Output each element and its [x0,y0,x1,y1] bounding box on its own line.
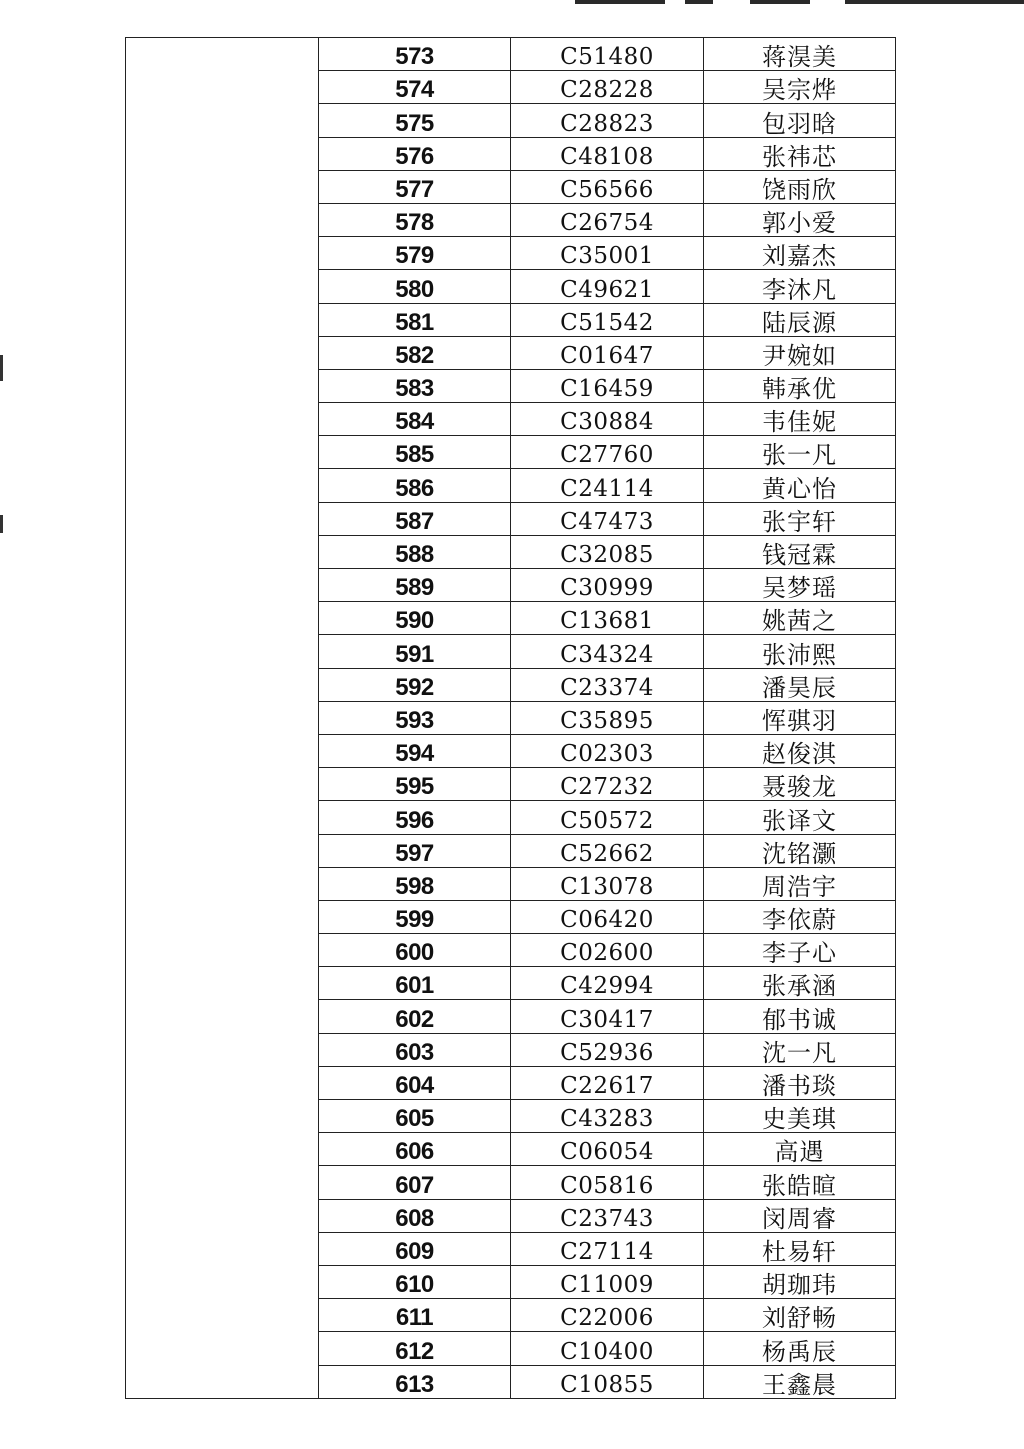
row-number-cell: 613 [319,1365,511,1398]
student-name-cell: 包羽晗 [704,104,896,137]
student-code-cell: C50572 [511,801,704,834]
row-number-cell: 601 [319,967,511,1000]
student-name-cell: 聂骏龙 [704,768,896,801]
roster-table-body [126,38,896,1399]
student-name-cell: 潘昊辰 [704,668,896,701]
student-name-cell: 张宇轩 [704,502,896,535]
student-name-cell: 吴梦瑶 [704,569,896,602]
student-code-cell: C56566 [511,170,704,203]
row-number-cell: 589 [319,569,511,602]
row-number-cell: 599 [319,900,511,933]
student-code-cell: C52662 [511,834,704,867]
student-name-cell: 张译文 [704,801,896,834]
student-code-cell: C01647 [511,336,704,369]
student-name-cell: 赵俊淇 [704,734,896,767]
student-name-cell: 韩承优 [704,369,896,402]
student-code-cell: C10400 [511,1332,704,1365]
student-name-cell: 李依蔚 [704,900,896,933]
student-name-cell: 刘舒畅 [704,1299,896,1332]
row-number-cell: 610 [319,1265,511,1298]
row-number-cell: 606 [319,1133,511,1166]
table-row [126,38,896,71]
row-number-cell: 590 [319,602,511,635]
student-name-cell: 高遇 [704,1133,896,1166]
student-code-cell: C35001 [511,237,704,270]
row-number-cell: 582 [319,336,511,369]
student-name-cell: 姚茜之 [704,602,896,635]
student-name-cell: 尹婉如 [704,336,896,369]
student-code-cell: C23743 [511,1199,704,1232]
row-number-cell: 608 [319,1199,511,1232]
student-name-cell: 沈铭灏 [704,834,896,867]
row-number-cell: 577 [319,170,511,203]
student-name-cell: 沈一凡 [704,1033,896,1066]
student-code-cell: C28228 [511,71,704,104]
student-name-cell: 吴宗烨 [704,71,896,104]
student-code-cell: C27232 [511,768,704,801]
row-number-cell: 591 [319,635,511,668]
student-code-cell: C23374 [511,668,704,701]
merged-blank-cell [126,38,319,1399]
row-number-cell: 593 [319,701,511,734]
student-name-cell: 张祎芯 [704,137,896,170]
student-name-cell: 黄心怡 [704,469,896,502]
student-code-cell: C27114 [511,1232,704,1265]
student-name-cell: 郭小爱 [704,203,896,236]
student-code-cell: C49621 [511,270,704,303]
row-number-cell: 605 [319,1100,511,1133]
student-code-cell: C05816 [511,1166,704,1199]
student-code-cell: C30884 [511,403,704,436]
top-edge-print-marks [575,0,1024,6]
student-code-cell: C35895 [511,701,704,734]
student-code-cell: C26754 [511,203,704,236]
student-code-cell: C51480 [511,38,704,71]
student-name-cell: 刘嘉杰 [704,237,896,270]
student-code-cell: C02600 [511,934,704,967]
student-name-cell: 张一凡 [704,436,896,469]
row-number-cell: 579 [319,237,511,270]
row-number-cell: 578 [319,203,511,236]
row-number-cell: 607 [319,1166,511,1199]
student-name-cell: 蒋淏美 [704,38,896,71]
left-edge-mark [0,355,3,381]
student-name-cell: 王鑫晨 [704,1365,896,1398]
row-number-cell: 575 [319,104,511,137]
student-name-cell: 钱冠霖 [704,535,896,568]
row-number-cell: 604 [319,1066,511,1099]
row-number-cell: 583 [319,369,511,402]
student-name-cell: 张皓暄 [704,1166,896,1199]
student-code-cell: C30417 [511,1000,704,1033]
student-code-cell: C42994 [511,967,704,1000]
row-number-cell: 581 [319,303,511,336]
student-code-cell: C22006 [511,1299,704,1332]
row-number-cell: 587 [319,502,511,535]
row-number-cell: 594 [319,734,511,767]
student-code-cell: C11009 [511,1265,704,1298]
student-name-cell: 史美琪 [704,1100,896,1133]
student-code-cell: C10855 [511,1365,704,1398]
student-name-cell: 张承涵 [704,967,896,1000]
student-name-cell: 李沐凡 [704,270,896,303]
roster-table [125,37,896,1399]
student-code-cell: C51542 [511,303,704,336]
student-code-cell: C24114 [511,469,704,502]
row-number-cell: 588 [319,535,511,568]
student-name-cell: 张沛熙 [704,635,896,668]
row-number-cell: 595 [319,768,511,801]
row-number-cell: 596 [319,801,511,834]
student-code-cell: C30999 [511,569,704,602]
student-code-cell: C13078 [511,867,704,900]
student-code-cell: C28823 [511,104,704,137]
row-number-cell: 600 [319,934,511,967]
row-number-cell: 574 [319,71,511,104]
student-name-cell: 饶雨欣 [704,170,896,203]
row-number-cell: 597 [319,834,511,867]
student-code-cell: C52936 [511,1033,704,1066]
row-number-cell: 611 [319,1299,511,1332]
student-name-cell: 恽骐羽 [704,701,896,734]
student-code-cell: C06420 [511,900,704,933]
student-code-cell: C47473 [511,502,704,535]
student-name-cell: 陆辰源 [704,303,896,336]
student-code-cell: C22617 [511,1066,704,1099]
row-number-cell: 592 [319,668,511,701]
student-name-cell: 胡珈玮 [704,1265,896,1298]
student-name-cell: 杨禹辰 [704,1332,896,1365]
row-number-cell: 609 [319,1232,511,1265]
student-code-cell: C02303 [511,734,704,767]
row-number-cell: 603 [319,1033,511,1066]
student-code-cell: C06054 [511,1133,704,1166]
row-number-cell: 585 [319,436,511,469]
row-number-cell: 576 [319,137,511,170]
student-code-cell: C43283 [511,1100,704,1133]
student-name-cell: 韦佳妮 [704,403,896,436]
left-edge-mark [0,515,3,533]
student-name-cell: 郁书诚 [704,1000,896,1033]
student-code-cell: C16459 [511,369,704,402]
student-code-cell: C48108 [511,137,704,170]
student-code-cell: C13681 [511,602,704,635]
row-number-cell: 586 [319,469,511,502]
row-number-cell: 580 [319,270,511,303]
row-number-cell: 602 [319,1000,511,1033]
student-name-cell: 李子心 [704,934,896,967]
row-number-cell: 598 [319,867,511,900]
row-number-cell: 612 [319,1332,511,1365]
student-name-cell: 杜易轩 [704,1232,896,1265]
student-name-cell: 周浩宇 [704,867,896,900]
student-code-cell: C32085 [511,535,704,568]
student-name-cell: 潘书琰 [704,1066,896,1099]
student-name-cell: 闵周睿 [704,1199,896,1232]
student-code-cell: C34324 [511,635,704,668]
row-number-cell: 584 [319,403,511,436]
student-code-cell: C27760 [511,436,704,469]
row-number-cell: 573 [319,38,511,71]
